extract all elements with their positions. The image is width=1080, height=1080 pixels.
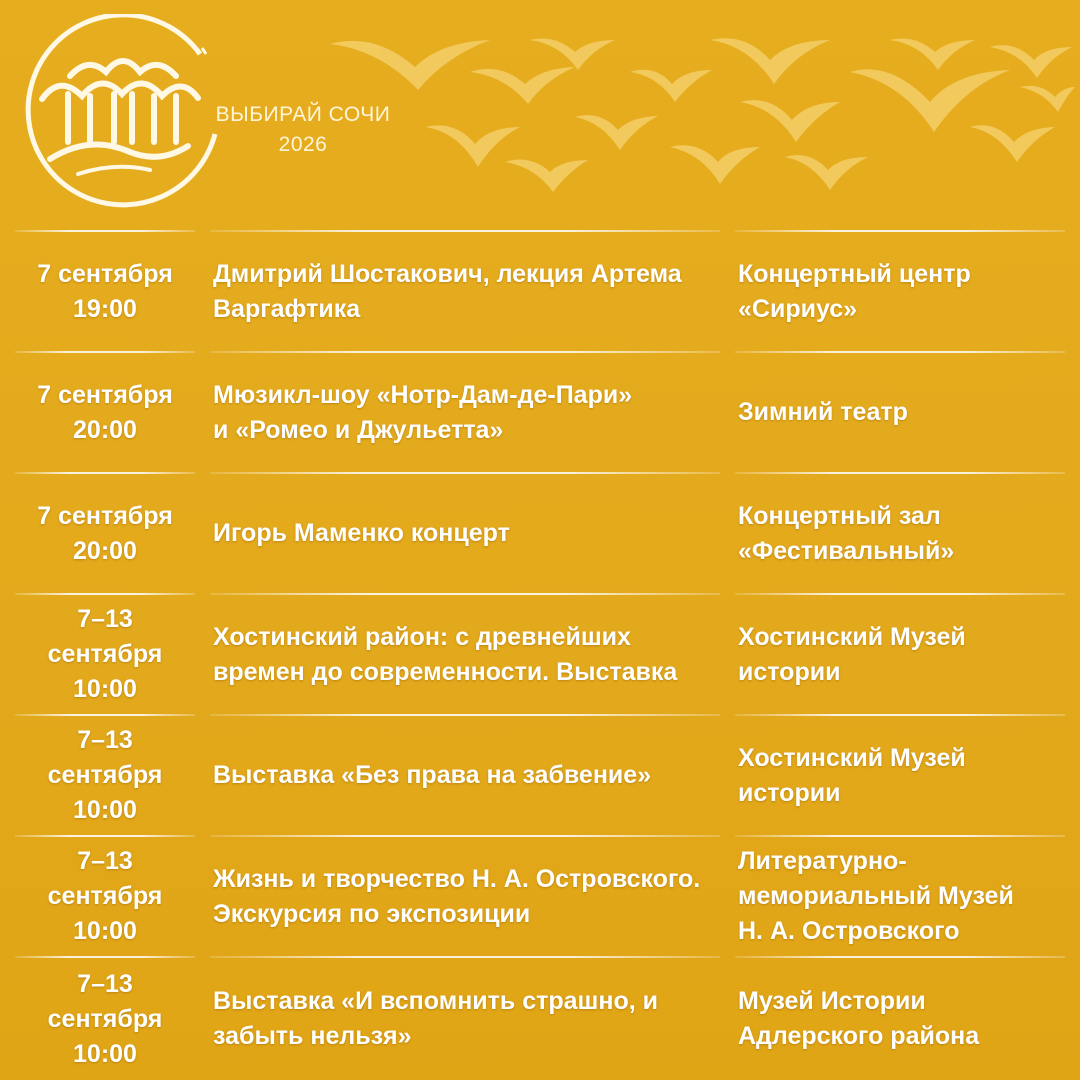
event-date: 7 сентября 19:00 [37,259,173,323]
event-date: 7–13 сентября 10:00 [47,726,163,824]
event-date: 7–13 сентября 10:00 [47,847,163,945]
event-venue: Хостинский Музей истории [738,622,966,686]
event-date: 7 сентября 20:00 [37,380,173,444]
schedule-row [0,351,1080,472]
event-title: Дмитрий Шостакович, лекция Артема Варгафтика [213,259,682,323]
event-title: Игорь Маменко концерт [213,519,510,547]
seagulls-flock-icon [330,32,1075,197]
colonnade-logo-icon [20,14,225,219]
schedule-row [0,956,1080,1080]
event-venue: Концертный зал «Фестивальный» [738,501,955,565]
event-venue: Зимний театр [738,398,908,426]
event-venue: Концертный центр «Сириус» [738,259,971,323]
event-title: Жизнь и творчество Н. А. Островского. Экскурсия по экспозиции [213,864,701,928]
event-date: 7–13 сентября 10:00 [47,969,163,1068]
event-title: Выставка «И вспомнить страшно, и забыть нельзя» [213,987,659,1050]
schedule-row [0,593,1080,714]
brand-title-line1: ВЫБИРАЙ СОЧИ [215,103,391,126]
schedule-row [0,714,1080,835]
event-venue: Литературно- мемориальный Музей Н. А. Островского [738,847,1014,945]
schedule-row [0,230,1080,351]
event-title: Мюзикл-шоу «Нотр-Дам-де-Пари» и «Ромео и Джульетта» [213,380,633,444]
event-title: Хостинский район: с древнейших времен до современности. Выставка [213,622,678,686]
event-date: 7 сентября 20:00 [37,501,173,565]
schedule-row [0,835,1080,956]
schedule-row [0,472,1080,593]
event-title: Выставка «Без права на забвение» [213,761,652,789]
brand-title-line2: 2026 [278,133,328,156]
header [0,0,1080,225]
event-date: 7–13 сентября 10:00 [47,605,163,703]
event-venue: Хостинский Музей истории [738,743,966,807]
event-venue: Музей Истории Адлерского района [738,987,980,1050]
